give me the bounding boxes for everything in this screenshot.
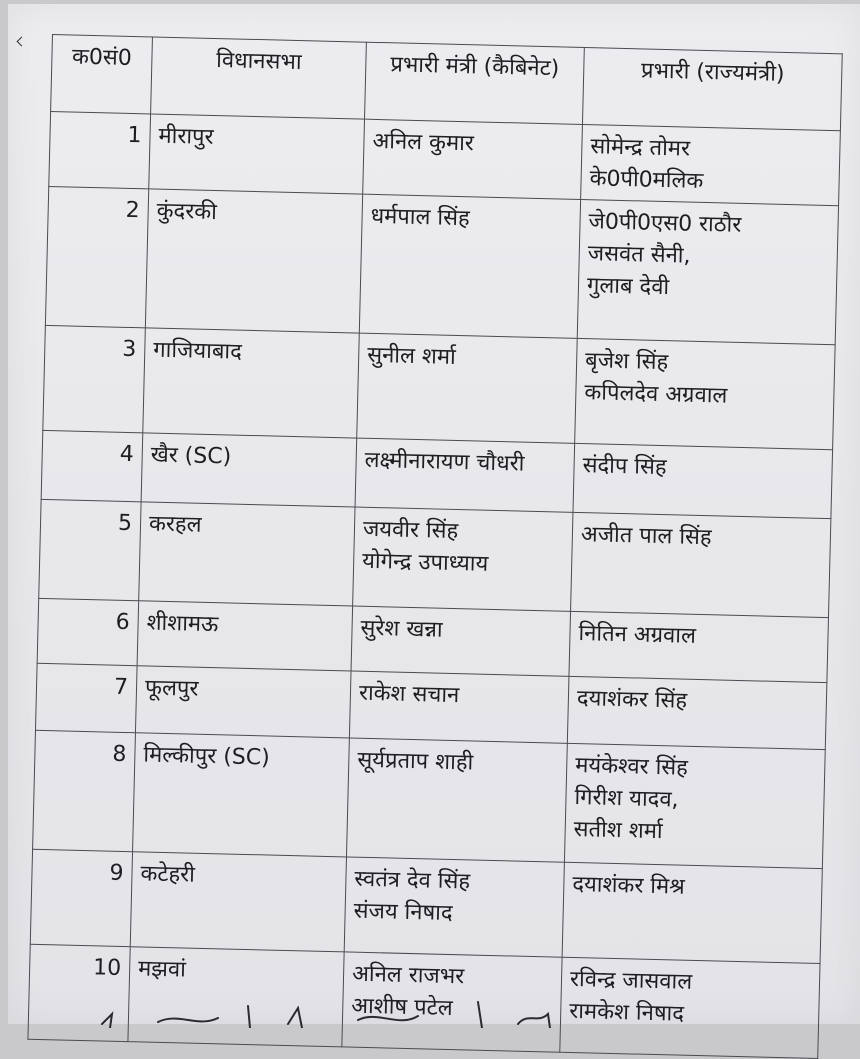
state-minister-name: के0पी0मलिक	[589, 166, 704, 194]
state-minister-name: दयाशंकर मिश्र	[572, 871, 686, 900]
state-minister-name: जसवंत सैनी,	[587, 241, 691, 269]
state-minister-cell	[569, 611, 829, 682]
header-cabinet-line-2: (कैबिनेट)	[483, 54, 560, 82]
header-serial: क0सं0	[51, 35, 153, 114]
row-number: 6	[37, 598, 139, 665]
handwritten-signature-scribble	[98, 994, 658, 1028]
row-number: 7	[35, 663, 137, 732]
constituency-cell: करहल	[139, 502, 355, 606]
constituency-cell: मीरापुर	[149, 114, 365, 194]
constituency-cell: कटेहरी	[130, 852, 346, 952]
constituency-cell: कुंदरकी	[145, 189, 362, 333]
cabinet-name: आशीष पटेल	[351, 993, 453, 1022]
state-minister-cell	[581, 124, 841, 205]
state-minister-name: बृजेश सिंह	[584, 348, 669, 376]
row-number: 4	[41, 430, 143, 501]
cabinet-cell	[346, 738, 567, 862]
header-cabinet-minister	[365, 42, 585, 124]
constituency-cell: खैर (SC)	[141, 433, 357, 507]
state-minister-name: रामकेश निषाद	[568, 998, 685, 1027]
cabinet-name: जयवीर सिंह	[362, 516, 459, 545]
cabinet-name: अनिल राजभर	[351, 961, 465, 990]
header-cabinet-line-1: प्रभारी मंत्री	[390, 52, 478, 80]
state-minister-name: गिरीश यादव,	[574, 784, 679, 813]
row-number: 10	[28, 944, 130, 1041]
state-minister-name: नितिन अग्रवाल	[578, 621, 697, 649]
state-minister-cell	[562, 862, 822, 963]
constituency-cell: मझवां	[128, 947, 344, 1047]
table-row	[43, 325, 835, 449]
constituency-cell: मिल्कीपुर (SC)	[133, 733, 350, 857]
cabinet-cell	[349, 671, 569, 743]
row-number: 3	[43, 325, 146, 432]
constituency-cell: फूलपुर	[135, 666, 351, 738]
corner-mark-icon	[17, 37, 27, 47]
state-minister-name: कपिलदेव अग्रवाल	[584, 380, 728, 409]
state-minister-cell	[567, 676, 827, 749]
cabinet-cell	[353, 507, 573, 611]
row-number: 5	[39, 499, 141, 600]
cabinet-name: लक्ष्मीनारायण चौधरी	[364, 447, 525, 477]
row-number: 1	[49, 111, 151, 188]
state-minister-cell	[575, 338, 835, 449]
row-number: 8	[33, 730, 136, 851]
table-row	[39, 499, 831, 617]
cabinet-name: योगेन्द्र उपाध्याय	[361, 548, 489, 577]
state-minister-name: दयाशंकर सिंह	[576, 686, 688, 714]
minister-assignment-table	[27, 34, 842, 1059]
cabinet-cell	[351, 606, 571, 676]
cabinet-cell	[344, 857, 564, 957]
header-constituency: विधानसभा	[151, 37, 367, 119]
cabinet-cell	[359, 194, 580, 338]
cabinet-cell	[363, 119, 583, 199]
state-minister-cell	[571, 512, 831, 617]
header-state-minister: प्रभारी (राज्यमंत्री)	[582, 48, 842, 131]
table-row	[45, 186, 838, 344]
table-row	[33, 730, 826, 868]
state-minister-name: संदीप सिंह	[582, 453, 667, 481]
cabinet-cell	[357, 333, 578, 443]
cabinet-name: सुरेश खन्ना	[360, 615, 443, 643]
state-minister-cell	[577, 199, 838, 344]
constituency-cell: शीशामऊ	[137, 601, 353, 671]
state-minister-name: मयंकेश्वर सिंह	[574, 753, 689, 781]
cabinet-name: अनिल कुमार	[372, 128, 475, 157]
cabinet-name: धर्मपाल सिंह	[370, 203, 470, 232]
cabinet-name: राकेश सचान	[358, 680, 460, 709]
row-number: 2	[45, 186, 148, 327]
state-minister-name: सतीश शर्मा	[573, 816, 663, 845]
state-minister-name: जे0पी0एस0 राठौर	[588, 209, 742, 238]
paper-sheet	[8, 4, 860, 1027]
cabinet-name: स्वतंत्र देव सिंह	[354, 866, 471, 895]
cabinet-name: सुनील शर्मा	[366, 342, 457, 370]
state-minister-name: गुलाब देवी	[586, 273, 670, 301]
row-number: 9	[30, 849, 132, 946]
cabinet-name: सूर्यप्रताप शाही	[357, 747, 474, 776]
cabinet-cell	[355, 438, 575, 512]
roster-document	[27, 34, 841, 1059]
state-minister-name: अजीत पाल सिंह	[580, 522, 712, 551]
state-minister-cell	[564, 743, 825, 868]
state-minister-name: सोमेन्द्र तोमर	[590, 134, 691, 162]
state-minister-cell	[573, 443, 833, 518]
constituency-cell: गाजियाबाद	[143, 328, 360, 438]
state-minister-name: रविन्द्र जासवाल	[569, 966, 693, 995]
cabinet-name: संजय निषाद	[353, 898, 453, 927]
